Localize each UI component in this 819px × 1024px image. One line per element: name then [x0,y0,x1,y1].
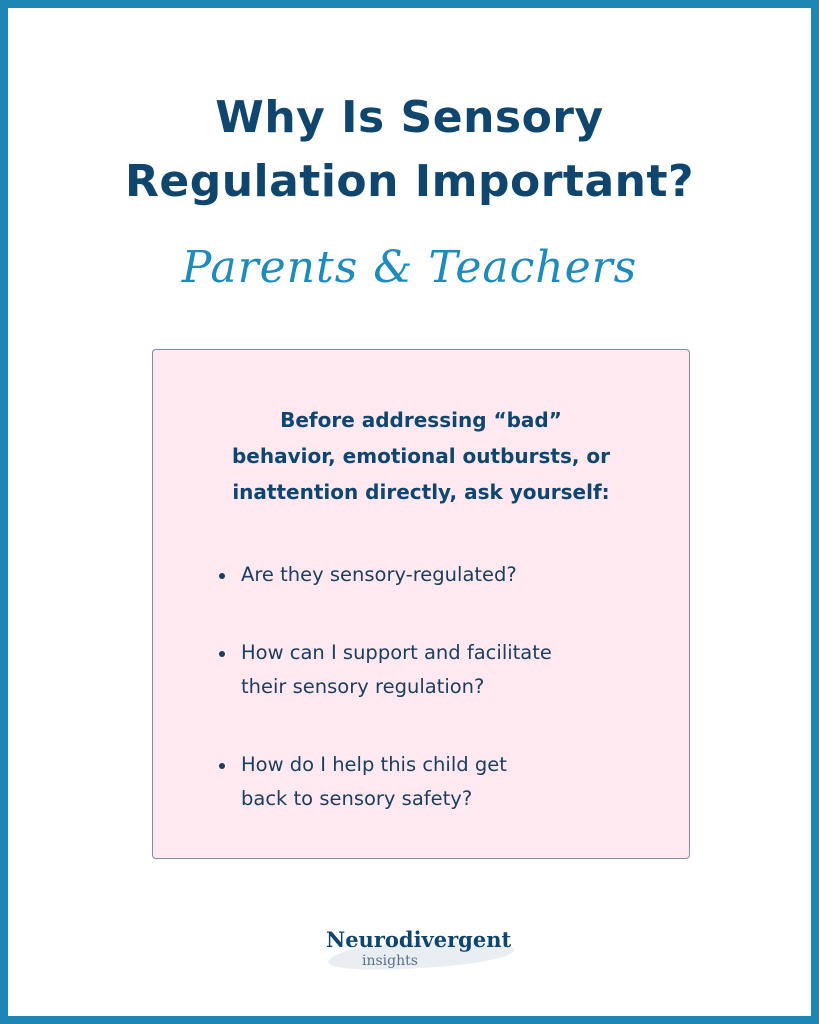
list-item [219,748,659,816]
title-line-1: Why Is Sensory [215,92,604,143]
intro-line: inattention directly, ask yourself: [232,480,610,504]
question-text: their sensory regulation? [241,675,485,698]
list-item [219,636,659,704]
question-text: back to sensory safety? [241,787,473,810]
intro-line: behavior, emotional outbursts, or [231,444,611,468]
bullet-icon [219,573,225,579]
intro-line: Before addressing “bad” [280,408,562,432]
question-text: Are they sensory-regulated? [241,563,517,586]
bullet-icon [219,763,225,769]
title-line-2: Regulation Important? [124,156,695,207]
logo-name: Neurodivergent [326,927,512,952]
list-item [219,558,659,592]
page-title [8,86,811,214]
brand-logo [320,926,516,976]
logo-subtitle: insights [362,953,418,969]
question-card [152,349,690,859]
question-text: How can I support and facilitate [241,641,552,664]
bullet-icon [219,651,225,657]
question-list [153,350,689,858]
question-text: How do I help this child get [241,753,507,776]
subtitle: Parents & Teachers [181,242,638,293]
